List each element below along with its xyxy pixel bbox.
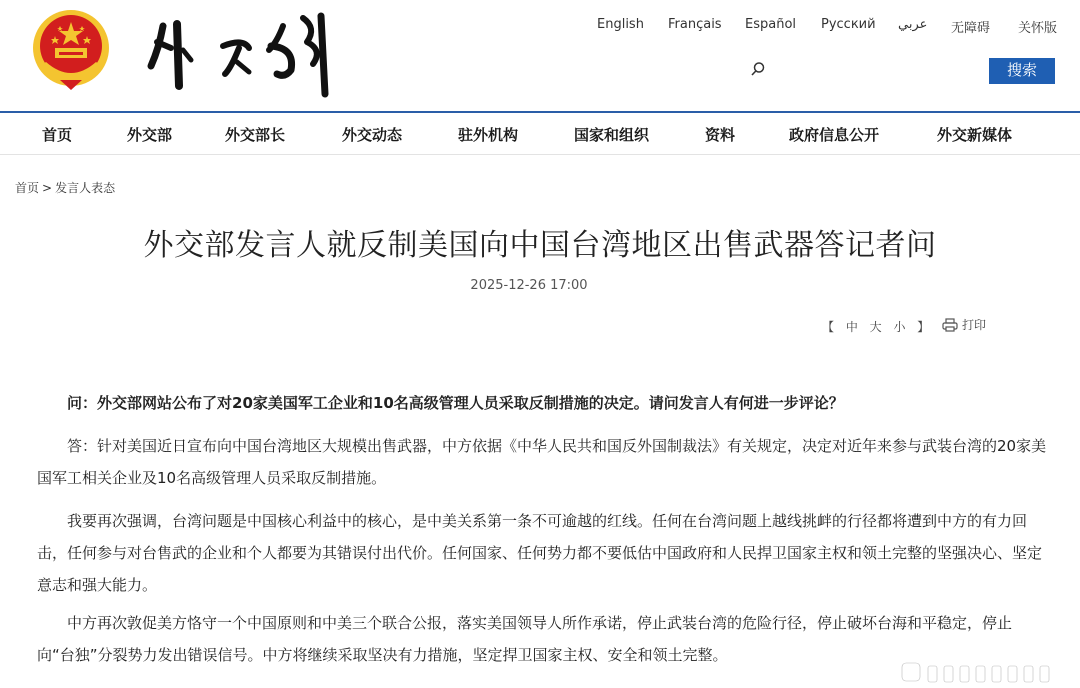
lang-english-link[interactable]: English (597, 17, 644, 32)
search-button[interactable]: 搜索 (989, 58, 1055, 84)
print-label: 打印 (962, 318, 987, 332)
nav-missions-abroad[interactable]: 驻外机构 (458, 126, 519, 144)
lang-french-link[interactable]: Français (668, 17, 722, 32)
breadcrumb-home-link[interactable]: 首页 (15, 181, 40, 195)
main-nav (0, 113, 1080, 155)
article-paragraph: 我要再次强调，台湾问题是中国核心利益中的核心，是中美关系第一条不可逾越的红线。任何在台湾问题上越线挑衅的行径都将遭到中方的有力回击，任何参与对台售武的企业和个人都要为其错误付出代价。任何国家、任何势力都不要低估中国政府和人民捍卫国家主权和领土完整的坚强决心、坚定意志和强大能力。 (37, 512, 1043, 594)
nav-ministry[interactable]: 外交部 (127, 126, 173, 144)
font-size-control[interactable]: 【 中 大 小 】 (822, 320, 934, 334)
language-bar (560, 17, 1070, 37)
lang-arabic-link[interactable]: عربي (898, 17, 928, 32)
national-emblem-logo[interactable] (30, 6, 112, 92)
ministry-calligraphy-logo[interactable] (145, 8, 345, 100)
article-paragraph-answer: 答：针对美国近日宣布向中国台湾地区大规模出售武器，中方依据《中华人民共和国反外国制裁法》有关规定，决定对近年来参与武装台湾的20家美国军工相关企业及10名高级管理人员采取反制措施。 (37, 437, 1047, 487)
article-question: 问：外交部网站公布了对20家美国军工企业和10名高级管理人员采取反制措施的决定。请问发言人有何进一步评论？ (67, 394, 844, 412)
article-paragraph: 中方再次敦促美方恪守一个中国原则和中美三个联合公报，落实美国领导人所作承诺，停止武装台湾的危险行径，停止破坏台海和平稳定，停止向“台独”分裂势力发出错误信号。中方将继续采取坚决有力措施，坚定捍卫国家主权、安全和领土完整。 (37, 614, 1013, 664)
site-header (0, 0, 1080, 112)
care-mode-link[interactable]: 关怀版 (1018, 21, 1058, 36)
nav-new-media[interactable]: 外交新媒体 (937, 126, 1013, 144)
lang-spanish-link[interactable]: Español (745, 17, 797, 32)
nav-gov-info-disclosure[interactable]: 政府信息公开 (789, 126, 880, 144)
nav-diplomatic-news[interactable]: 外交动态 (342, 126, 403, 144)
nav-minister[interactable]: 外交部长 (225, 126, 286, 144)
breadcrumb-separator: > (42, 181, 53, 195)
lang-russian-link[interactable]: Русский (821, 17, 876, 32)
nav-resources[interactable]: 资料 (705, 126, 736, 144)
accessibility-link[interactable]: 无障碍 (951, 21, 991, 36)
print-button[interactable] (942, 316, 986, 333)
breadcrumb-spokesperson-link[interactable]: 发言人表态 (55, 181, 116, 195)
printer-icon (942, 318, 958, 332)
nav-countries-organizations[interactable]: 国家和组织 (574, 126, 650, 144)
nav-home[interactable]: 首页 (42, 126, 73, 144)
article-date: 2025-12-26 17:00 (470, 278, 588, 293)
article-title: 外交部发言人就反制美国向中国台湾地区出售武器答记者问 (143, 228, 937, 263)
search-icon[interactable] (750, 61, 766, 77)
breadcrumb (15, 179, 118, 196)
overlay-watermark-icon (900, 661, 1070, 683)
